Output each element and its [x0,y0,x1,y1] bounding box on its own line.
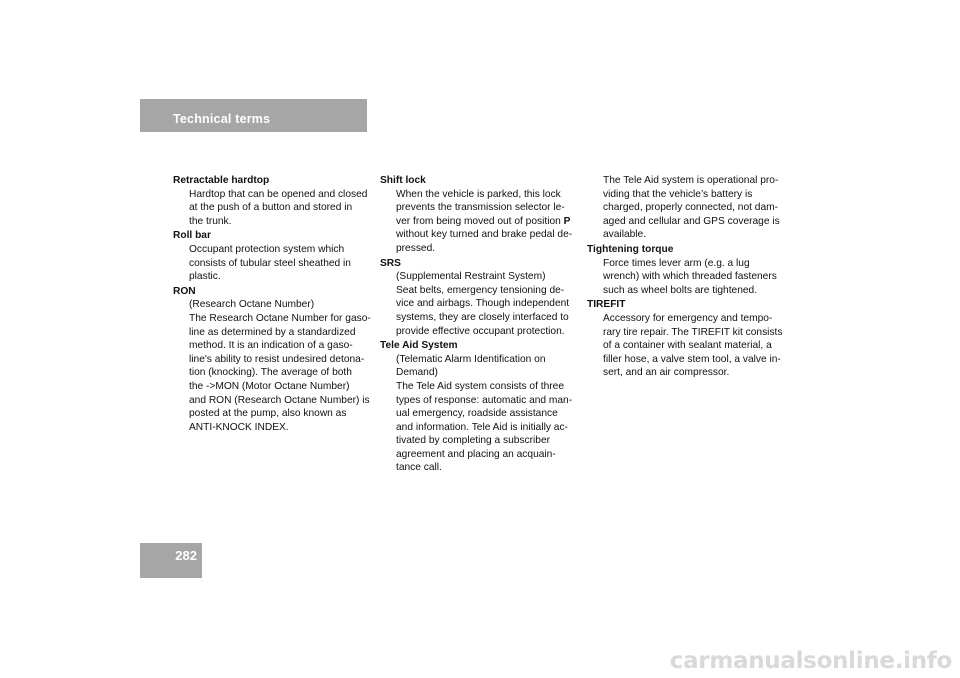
column-1 [173,174,373,435]
glossary-definition [173,188,373,229]
definition-line: the trunk. [189,215,232,227]
definition-line: systems, they are closely interfaced to [396,311,569,323]
glossary-entry [173,174,373,228]
definition-line: filler hose, a valve stem tool, a valve in- [603,353,781,365]
column-3 [587,174,787,381]
definition-line: available. [603,229,647,241]
definition-line: and RON (Research Octane Number) is [189,394,370,406]
glossary-entry [173,229,373,283]
glossary-definition [173,243,373,284]
definition-line: and information. Tele Aid is initially ac- [396,421,568,433]
glossary-entry [173,285,373,435]
definition-line: aged and cellular and GPS coverage is [603,215,780,227]
definition-line: tion (knocking). The average of both [189,367,352,379]
definition-line: pressed. [396,242,436,254]
glossary-term: RON [173,285,196,297]
definition-line: ver from being moved out of position P [396,215,571,227]
definition-line: The Research Octane Number for gaso- [189,312,371,324]
glossary-entry [587,243,787,297]
definition-line: Force times lever arm (e.g. a lug [603,257,750,269]
glossary-entry [587,174,787,242]
definition-line: wrench) with which threaded fasteners [603,271,777,283]
definition-line: ANTI-KNOCK INDEX. [189,421,289,433]
definition-line: sert, and an air compressor. [603,367,730,379]
glossary-definition [587,174,787,242]
glossary-definition [380,270,580,338]
definition-line: (Research Octane Number) [189,299,315,311]
glossary-entry [587,298,787,380]
definition-line: Hardtop that can be opened and closed [189,188,368,200]
definition-line: The Tele Aid system consists of three [396,380,564,392]
definition-line: posted at the pump, also known as [189,408,347,420]
definition-line: vice and airbags. Though independent [396,298,570,310]
definition-line: method. It is an indication of a gaso- [189,340,353,352]
definition-line: prevents the transmission selector le- [396,202,565,214]
glossary-term: Roll bar [173,230,211,242]
column-2 [380,174,580,476]
definition-line: ual emergency, roadside assistance [396,408,558,420]
definition-line: charged, properly connected, not dam- [603,202,778,214]
glossary-entry [380,257,580,339]
definition-line: When the vehicle is parked, this lock [396,188,561,200]
watermark: carmanualsonline.info [669,648,952,674]
definition-line: of a container with sealant material, a [603,340,772,352]
glossary-definition [380,353,580,475]
glossary-term: Tightening torque [587,243,674,255]
definition-line: without key turned and brake pedal de- [396,229,573,241]
definition-line: consists of tubular steel sheathed in [189,257,351,269]
glossary-term: Shift lock [380,175,426,186]
definition-line: Seat belts, emergency tensioning de- [396,284,565,296]
definition-line: types of response: automatic and man- [396,394,573,406]
definition-line: Accessory for emergency and tempo- [603,312,773,324]
definition-line: such as wheel bolts are tightened. [603,284,758,296]
glossary-term: Retractable hardtop [173,175,270,186]
glossary-definition [587,257,787,298]
glossary-term: SRS [380,257,401,269]
definition-line: plastic. [189,271,221,283]
definition-line: rary tire repair. The TIREFIT kit consists [603,326,783,338]
glossary-definition [380,188,580,256]
glossary-definition [587,312,787,380]
definition-line: provide effective occupant protection. [396,325,565,337]
glossary-entry [380,174,580,256]
definition-line: line as determined by a standardized [189,326,356,338]
glossary-term: Tele Aid System [380,340,458,352]
page-number: 282 [175,548,197,563]
glossary-definition [173,298,373,434]
definition-line: at the push of a button and stored in [189,202,353,214]
definition-line: (Supplemental Restraint System) [396,271,546,283]
definition-line: (Telematic Alarm Identification on [396,353,546,365]
definition-line: Demand) [396,367,438,379]
definition-line: viding that the vehicle’s battery is [603,188,753,200]
definition-line: line's ability to resist undesired detona- [189,353,365,365]
glossary-term: TIREFIT [587,299,626,311]
definition-line: tance call. [396,462,442,474]
definition-line: Occupant protection system which [189,243,345,255]
definition-line: the ->MON (Motor Octane Number) [189,380,350,392]
definition-line: tivated by completing a subscriber [396,435,551,447]
definition-line: agreement and placing an acquain- [396,448,556,460]
glossary-entry [380,339,580,475]
page-title: Technical terms [173,112,271,126]
definition-line: The Tele Aid system is operational pro- [603,175,779,186]
